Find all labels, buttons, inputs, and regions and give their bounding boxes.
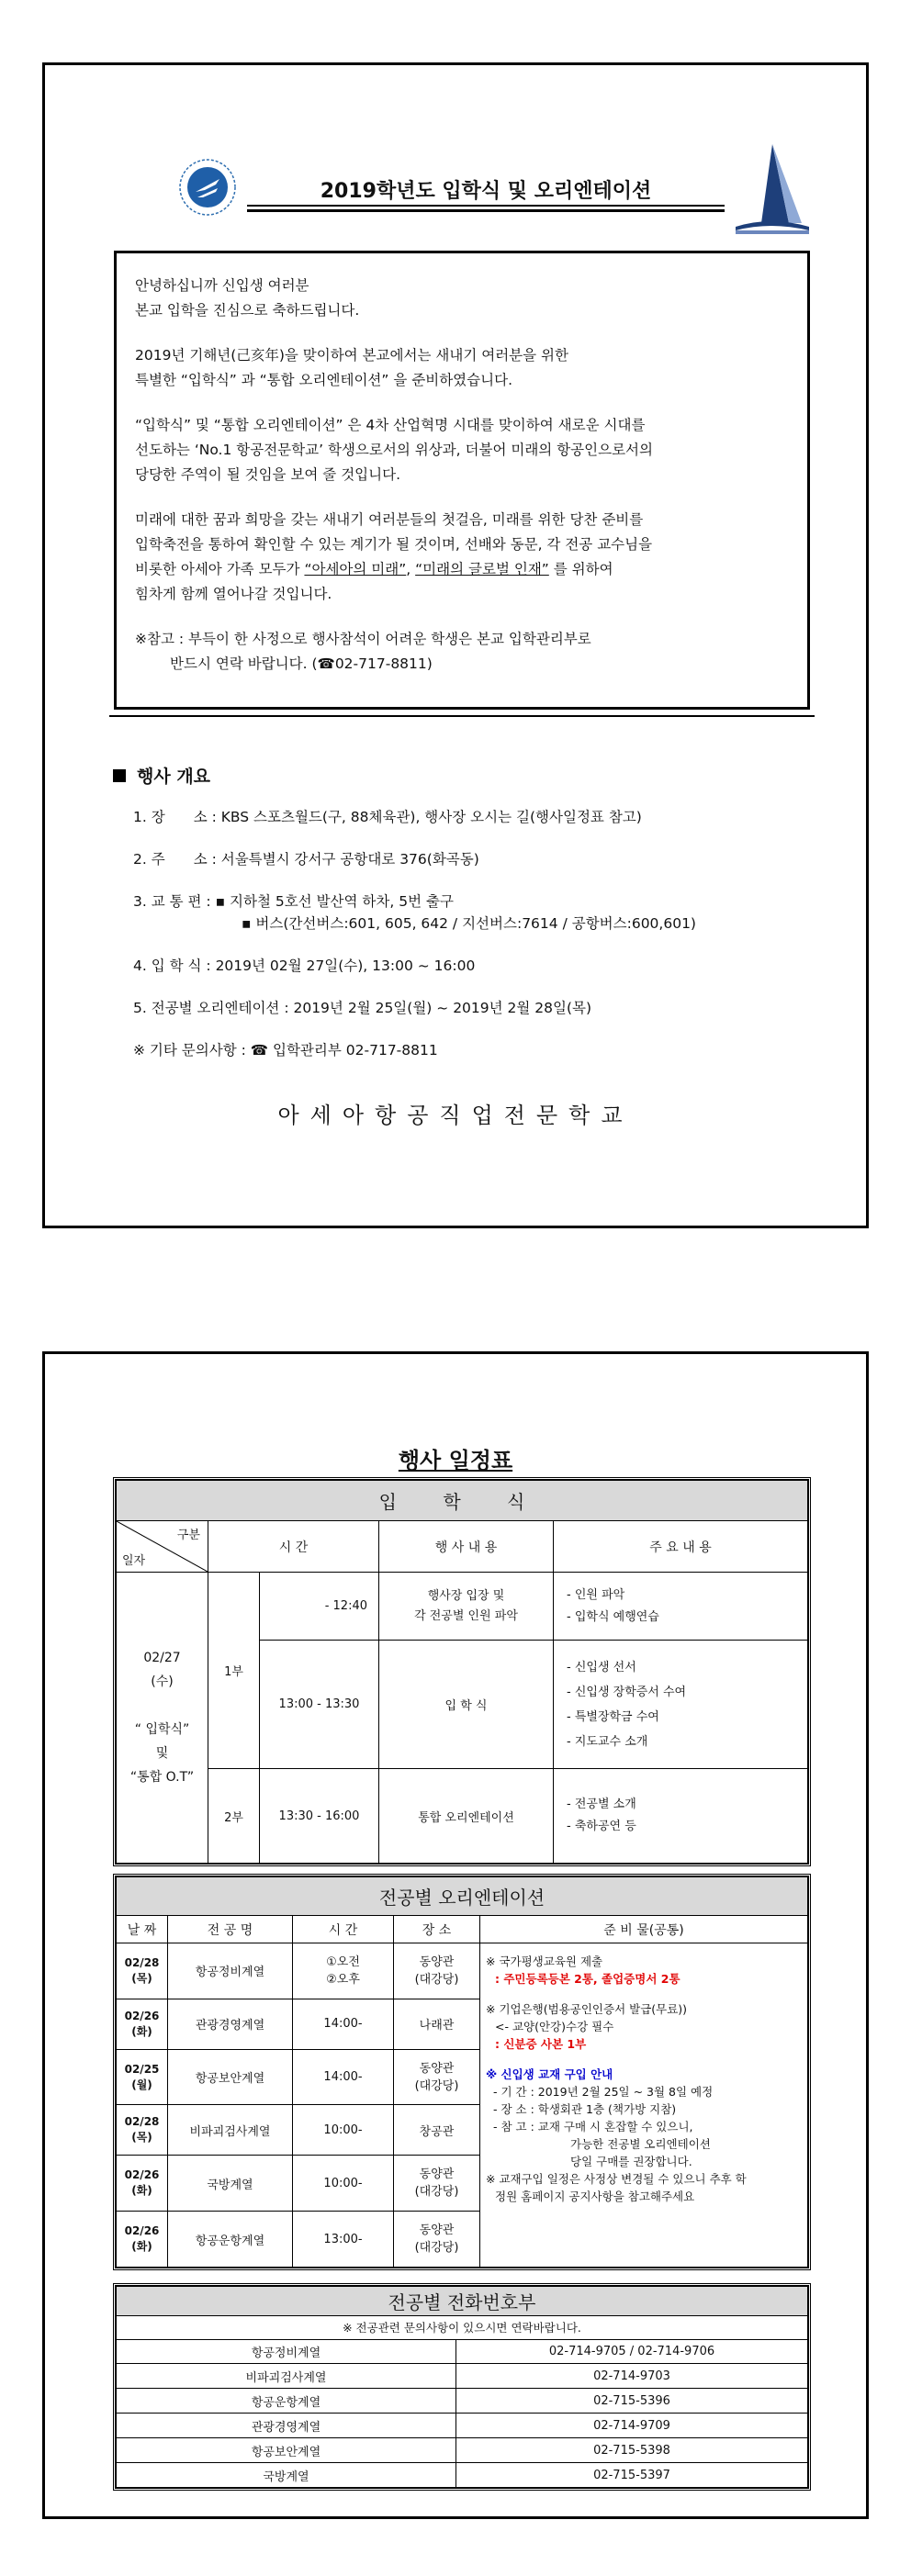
place-cell: 창공관 (394, 2105, 480, 2156)
schedule-title: 행사 일정표 (398, 1448, 513, 1473)
major-cell: 항공정비계열 (168, 1943, 293, 1999)
date-line: (월) (131, 2078, 152, 2091)
time-cell: 10:00- (293, 2156, 394, 2212)
date-line: (목) (131, 2131, 152, 2145)
summary-heading-text: 행사 개요 (137, 767, 211, 787)
major-cell: 관광경영계열 (168, 1999, 293, 2049)
place-cell (394, 1943, 480, 1999)
place-line: 동양관 (419, 2167, 455, 2182)
date-line: “ 입학식” (134, 1722, 190, 1737)
content-line: 행사장 입장 및 (427, 1588, 505, 1603)
main-line: - 인원 파악 (567, 1587, 625, 1602)
phonebook-heading: 전공별 전화번호부 (117, 2287, 808, 2316)
note-line: 정원 홈페이지 공지사항을 참고해주세요 (495, 2190, 695, 2203)
content-cell (379, 1573, 554, 1641)
main-line: - 지도교수 소개 (567, 1734, 648, 1749)
date-line: 02/26 (124, 2168, 160, 2182)
main-line: - 입학식 예행연습 (567, 1609, 659, 1624)
ceremony-date-cell (117, 1573, 208, 1864)
note-line: - 참 고 : 교재 구매 시 혼잡할 수 있으니, (493, 2120, 693, 2134)
time-cell: 14:00- (293, 2049, 394, 2105)
ceremony-table (113, 1477, 811, 1866)
date-line: 02/28 (124, 1955, 160, 1969)
date-label: 일자 (122, 1554, 146, 1568)
note-line: ※ 국가평생교육원 제출 (486, 1954, 603, 1968)
major-cell: 항공보안계열 (168, 2049, 293, 2105)
place-line: 동양관 (419, 2061, 455, 2076)
time-cell: 14:00- (293, 1999, 394, 2049)
time-cell (293, 1943, 394, 1999)
greeting-line: 2019년 기해년(己亥年)을 맞이하여 본교에서는 새내기 여러분을 위한 (135, 347, 568, 364)
date-cell (117, 2105, 168, 2156)
place-cell: 나래관 (394, 1999, 480, 2049)
time-header: 시 간 (208, 1521, 379, 1573)
date-line: (목) (131, 1971, 152, 1985)
place-cell (394, 2156, 480, 2212)
note-textbook-heading: ※ 신입생 교재 구입 안내 (486, 2067, 613, 2081)
date-cell (117, 2049, 168, 2105)
dept-cell: 국방계열 (117, 2463, 456, 2488)
table-row (117, 2364, 808, 2389)
date-line: “통합 O.T” (129, 1770, 195, 1785)
date-line: 02/28 (124, 2115, 160, 2129)
greeting-line: 미래에 대한 꿈과 희망을 갖는 새내기 여러분들의 첫걸음, 미래를 위한 당찬 준비를 (135, 511, 644, 528)
greeting-line: 당당한 주역이 될 것임을 보여 줄 것입니다. (135, 466, 401, 483)
place-line: 동양관 (419, 1954, 455, 1969)
phone-cell: 02-714-9709 (456, 2414, 808, 2438)
ceremony-heading: 입 학 식 (117, 1481, 808, 1521)
date-line: 02/27 (143, 1651, 181, 1665)
square-bullet-icon (113, 769, 126, 782)
date-line: (화) (131, 2024, 152, 2038)
table-row (117, 2389, 808, 2414)
greeting-line: “입학식” 및 “통합 오리엔테이션” 은 4차 산업혁명 시대를 맞이하여 새로운 시대를 (135, 417, 646, 433)
dept-cell: 항공정비계열 (117, 2339, 456, 2364)
preparation-notes (480, 1943, 808, 2268)
summary-item: 2. 주 소 : 서울특별시 강서구 공항대로 376(화곡동) (133, 851, 479, 868)
time-cell: 13:00 - 13:30 (260, 1641, 379, 1769)
spacer (486, 2053, 802, 2066)
content-cell: 통합 오리엔테이션 (379, 1769, 554, 1864)
phone-cell: 02-715-5398 (456, 2438, 808, 2463)
reference-line: ※참고 : 부득이 한 사정으로 행사참석이 어려운 학생은 본교 입학관리부로 (135, 631, 591, 647)
phone-cell: 02-714-9705 / 02-714-9706 (456, 2339, 808, 2364)
greeting-line: 특별한 “입학식” 과 “통합 오리엔테이션” 을 준비하였습니다. (135, 372, 512, 388)
main-line: - 전공별 소개 (567, 1798, 636, 1811)
phone-cell: 02-714-9703 (456, 2364, 808, 2389)
dept-cell: 관광경영계열 (117, 2414, 456, 2438)
phonebook-note: ※ 전공관련 문의사항이 있으시면 연락바랍니다. (117, 2316, 808, 2340)
summary-item: 4. 입 학 식 : 2019년 02월 27일(수), 13:00 ~ 16:00 (133, 958, 476, 974)
part-cell: 1부 (208, 1573, 260, 1769)
major-cell: 비파괴검사계열 (168, 2105, 293, 2156)
page-invitation (42, 62, 869, 1228)
phone-cell: 02-715-5396 (456, 2389, 808, 2414)
content-cell: 입 학 식 (379, 1641, 554, 1769)
document-header (137, 139, 780, 240)
gubun-label: 구분 (176, 1529, 200, 1542)
date-line: (화) (131, 2184, 152, 2198)
date-line: (화) (131, 2240, 152, 2253)
gubun-date-header-cell (117, 1521, 208, 1573)
school-name: 아세아항공직업전문학교 (277, 1103, 634, 1128)
major-cell: 국방계열 (168, 2156, 293, 2212)
note-line: 가능한 전공별 오리엔테이션 (570, 2137, 711, 2151)
table-row (117, 2463, 808, 2488)
table-row (117, 2438, 808, 2463)
greeting-comma: , (406, 561, 416, 577)
note-line: - 장 소 : 학생회관 1층 (책가방 지참) (493, 2102, 677, 2116)
main-header: 주 요 내 용 (554, 1521, 808, 1573)
main-cell (554, 1641, 808, 1769)
main-cell (554, 1573, 808, 1641)
greeting-line: 힘차게 함께 열어나갈 것입니다. (135, 586, 332, 602)
summary-item-contact: ※ 기타 문의사항 : ☎ 입학관리부 02-717-8811 (133, 1042, 438, 1058)
note-line: ※ 기업은행(범용공인인증서 발급(무료)) (486, 2002, 688, 2016)
date-cell (117, 2212, 168, 2268)
main-cell (554, 1769, 808, 1864)
title-rule (247, 209, 725, 212)
transport-line: 3. 교 통 편 : ▪ 지하철 5호선 발산역 하차, 5번 출구 (133, 893, 454, 910)
divider (109, 715, 815, 717)
highlight-future: “아세아의 미래” (304, 561, 407, 577)
header-cell: 장 소 (394, 1916, 480, 1943)
main-line: - 특별장학금 수여 (567, 1709, 659, 1724)
highlight-global-talent: “미래의 글로벌 인재” (415, 561, 549, 577)
summary-item: 1. 장 소 : KBS 스포츠월드(구, 88체육관), 행사장 오시는 길(행사일정표 참고) (133, 809, 642, 825)
note-line: 당일 구매를 권장합니다. (570, 2155, 692, 2168)
date-line: 02/26 (124, 2009, 160, 2022)
sail-monument-icon (725, 139, 816, 240)
time-cell: 13:30 - 16:00 (260, 1769, 379, 1864)
main-line: - 축하공연 등 (567, 1820, 636, 1833)
note-id-copy: : 신분증 사본 1부 (495, 2037, 587, 2051)
content-line: 각 전공별 인원 파악 (414, 1608, 518, 1623)
note-line: - 기 간 : 2019년 2월 25일 ~ 3월 8일 예정 (493, 2085, 714, 2099)
place-line: (대강당) (414, 2078, 459, 2093)
reference-line: 반드시 연락 바랍니다. (☎02-717-8811) (170, 655, 433, 672)
summary-item: 5. 전공별 오리엔테이션 : 2019년 2월 25일(월) ~ 2019년 2월 28일(목) (133, 1000, 592, 1016)
phonebook-table (113, 2283, 811, 2491)
transport-line: ▪ 버스(간선버스:601, 605, 642 / 지선버스:7614 / 공항버스:600,601) (242, 915, 696, 932)
page-title: 2019학년도 입학식 및 오리엔테이션 (320, 180, 652, 203)
place-line: 동양관 (419, 2223, 455, 2237)
dept-cell: 항공보안계열 (117, 2438, 456, 2463)
note-line: <- 교양(안강)수강 필수 (495, 2020, 614, 2033)
spacer (486, 1988, 802, 2000)
orientation-table (113, 1874, 811, 2270)
date-line: (수) (151, 1674, 174, 1689)
dept-cell: 항공운항계열 (117, 2389, 456, 2414)
place-line: (대강당) (414, 2241, 459, 2255)
content-header: 행 사 내 용 (379, 1521, 554, 1573)
header-cell: 시 간 (293, 1916, 394, 1943)
school-emblem-icon (177, 157, 238, 218)
date-cell (117, 1943, 168, 1999)
header-cell: 날 짜 (117, 1916, 168, 1943)
main-line: - 신입생 장학증서 수여 (567, 1685, 687, 1699)
time-cell: 13:00- (293, 2212, 394, 2268)
page-schedule (42, 1351, 869, 2519)
title-rule (247, 205, 725, 207)
note-required-docs: : 주민등록등본 2통, 졸업증명서 2통 (495, 1972, 680, 1986)
note-line: ※ 교재구입 일정은 사정상 변경될 수 있으니 추후 학 (486, 2172, 747, 2186)
header-cell: 전 공 명 (168, 1916, 293, 1943)
dept-cell: 비파괴검사계열 (117, 2364, 456, 2389)
greeting-line: 본교 입학을 진심으로 축하드립니다. (135, 302, 360, 319)
date-line: 02/25 (124, 2062, 160, 2076)
greeting-box (114, 251, 810, 710)
date-cell (117, 1999, 168, 2049)
time-cell: 10:00- (293, 2105, 394, 2156)
header-cell: 준 비 물(공통) (480, 1916, 808, 1943)
table-row (117, 2339, 808, 2364)
greeting-line: 입학축전을 통하여 확인할 수 있는 계기가 될 것이며, 선배와 동문, 각 전공 교수님을 (135, 536, 653, 553)
time-line: ②오후 (326, 1972, 360, 1987)
main-line: - 신입생 선서 (567, 1660, 636, 1674)
place-cell (394, 2212, 480, 2268)
summary-item-transport (113, 890, 811, 935)
part-cell: 2부 (208, 1769, 260, 1864)
place-line: (대강당) (414, 1972, 459, 1987)
summary-heading (113, 763, 811, 788)
place-cell (394, 2049, 480, 2105)
date-line: 및 (155, 1746, 169, 1761)
phone-cell: 02-715-5397 (456, 2463, 808, 2488)
greeting-line: 비롯한 아세아 가족 모두가 (135, 561, 300, 577)
title-block (247, 168, 725, 214)
time-cell: - 12:40 (260, 1573, 379, 1641)
reference-note (135, 627, 789, 677)
major-cell: 항공운항계열 (168, 2212, 293, 2268)
event-summary (113, 763, 811, 1081)
table-row (117, 2414, 808, 2438)
date-line: 02/26 (124, 2224, 160, 2237)
greeting-line: 선도하는 ‘No.1 항공전문학교’ 학생으로서의 위상과, 더불어 미래의 항공인으로서의 (135, 442, 654, 458)
date-cell (117, 2156, 168, 2212)
time-line: ①오전 (326, 1954, 360, 1969)
greeting-line: 안녕하십니까 신입생 여러분 (135, 277, 309, 294)
greeting-line: 를 위하여 (548, 561, 613, 577)
orientation-heading: 전공별 오리엔테이션 (117, 1877, 808, 1916)
place-line: (대강당) (414, 2185, 459, 2200)
